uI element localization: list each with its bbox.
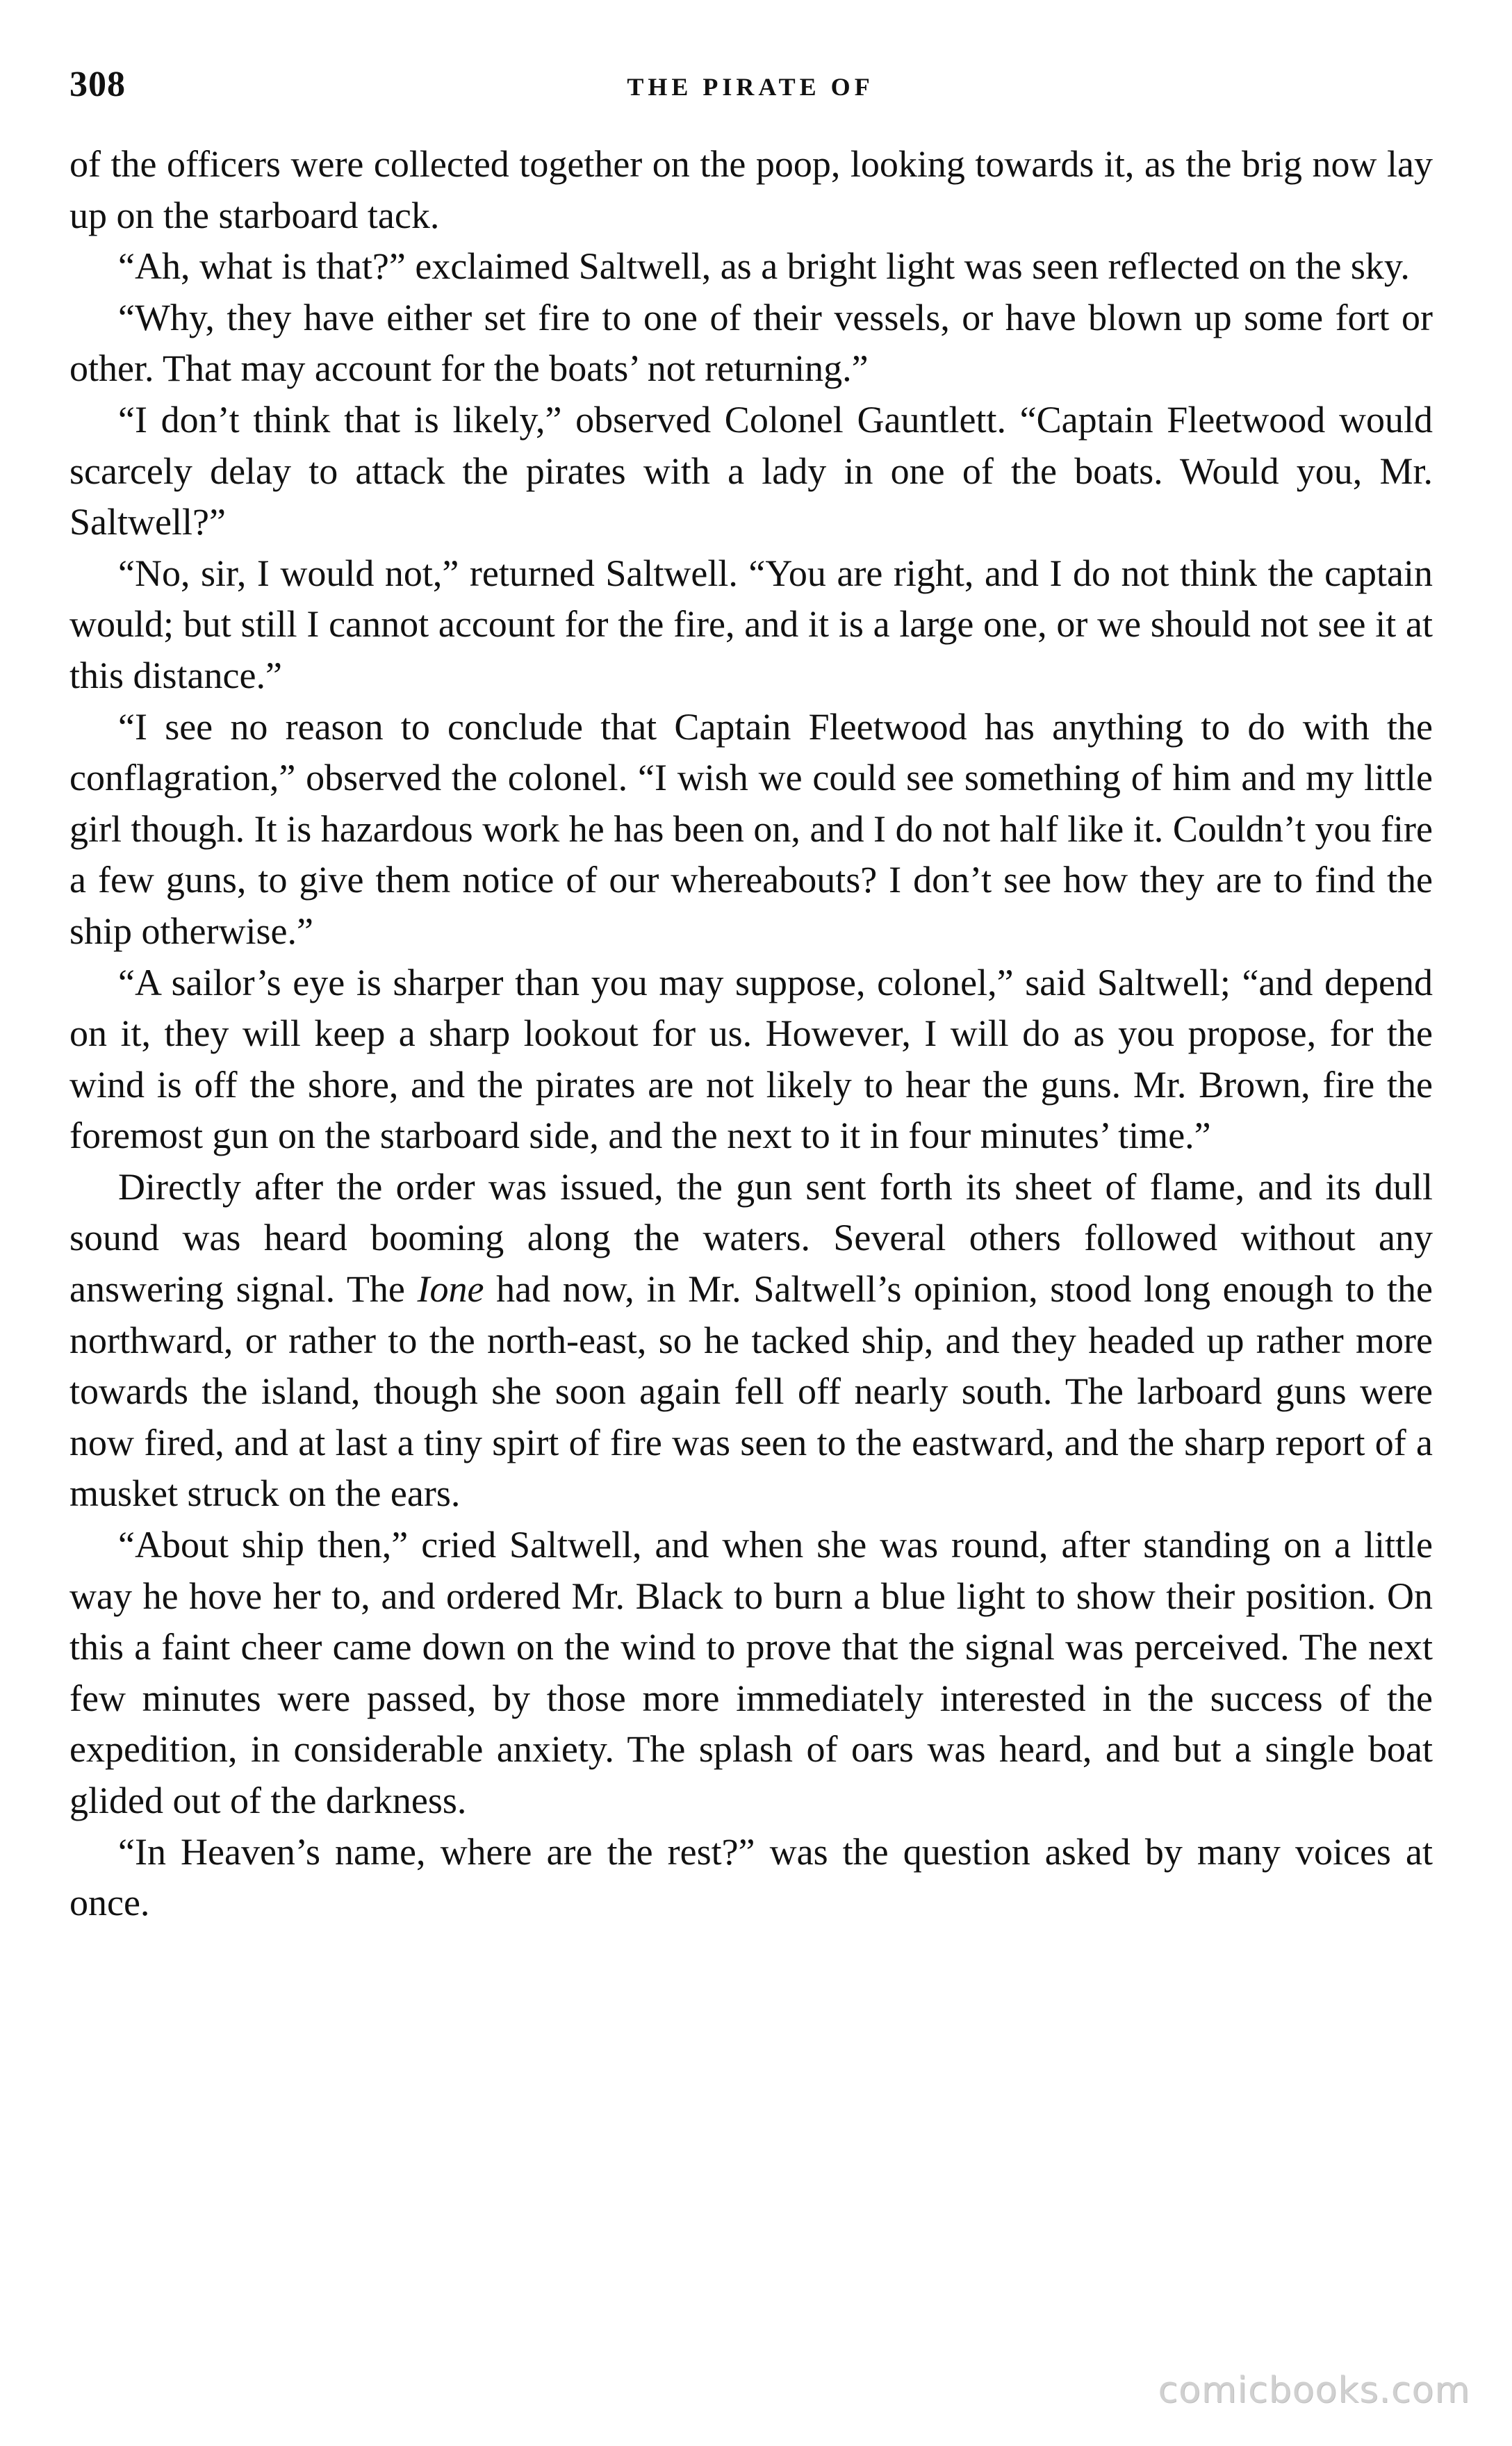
paragraph: “In Heaven’s name, where are the rest?” was the question asked by many voices at once. [69,1830,1433,1924]
running-head: THE PIRATE OF [627,73,874,101]
ship-name: Ione [417,1268,484,1311]
page-number: 308 [69,65,126,104]
paragraph: “About ship then,” cried Saltwell, and when she was round, after standing on a little way he hove her to, and ordered Mr. Black to burn a blue light to show their position. On this a faint cheer came down on the wind to prove that the signal was perceived. The next few minutes were passed, by those more immediately interested in the success of the expedition, in considerable anxiety. The splash of oars was heard, and but a single boat glided out of the darkness. [69,1524,1433,1821]
paragraph: “I see no reason to conclude that Captain Fleetwood has anything to do with the conflagration,” observed the colonel. “I wish we could see something of him and my little girl though. It is hazardous work he has been on, and I do not half like it. Couldn’t you fire a few guns, to give them notice of our whereabouts? I don’t see how they are to find the ship otherwise.” [69,705,1433,952]
paragraph: “Ah, what is that?” exclaimed Saltwell, as a bright light was seen reflected on the sky. [118,245,1410,288]
paragraph: “Why, they have either set fire to one of their vessels, or have blown up some fort or other. That may account for the boats’ not returning.” [69,296,1433,390]
paragraph: “I don’t think that is likely,” observed Colonel Gauntlett. “Captain Fleetwood would scarcely delay to attack the pirates with a lady in one of the boats. Would you, Mr. Saltwell?” [69,398,1433,543]
body-text [69,139,1433,1929]
page-header [69,64,1431,120]
paragraph: of the officers were collected together on the poop, looking towards it, as the brig now lay up on the starboard tack. [69,143,1433,236]
paragraph: “A sailor’s eye is sharper than you may suppose, colonel,” said Saltwell; “and depend on it, they will keep a sharp lookout for us. However, I will do as you propose, for the wind is off the shore, and the pirates are not likely to hear the guns. Mr. Brown, fire the foremost gun on the starboard side, and the next to it in four minutes’ time.” [69,961,1433,1157]
paragraph: Directly after the order was issued, the gun sent forth its sheet of flame, and its dull sound was heard booming along the waters. Several others followed without any answering signal. The Ione had now, in Mr. Saltwell’s opinion, stood long enough to the northward, or rather to the north-east, so he tacked ship, and they headed up rather more towards the island, though she soon again fell off nearly south. The larboard guns were now fired, and at last a tiny spirt of fire was seen to the eastward, and the sharp report of a musket struck on the ears. [69,1165,1433,1515]
watermark: comicbooks.com [1158,2370,1470,2411]
paragraph: “No, sir, I would not,” returned Saltwell. “You are right, and I do not think the captain would; but still I cannot account for the fire, and it is a large one, or we should not see it at this distance.” [69,552,1433,696]
